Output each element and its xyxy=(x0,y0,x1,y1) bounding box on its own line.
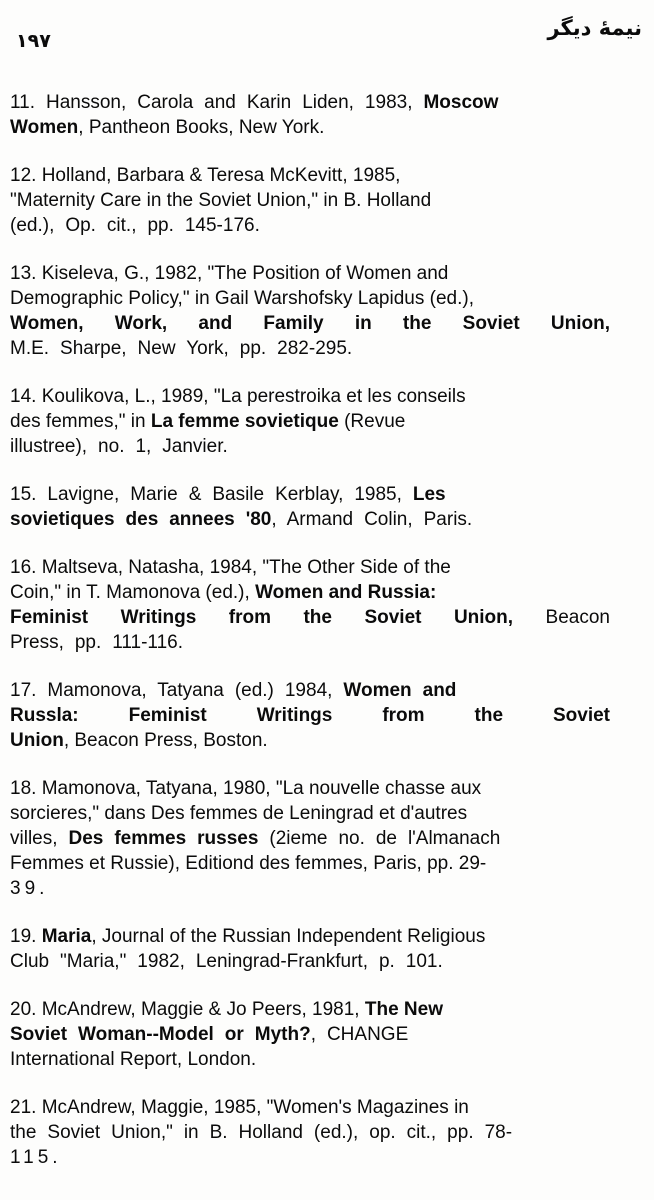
reference-line xyxy=(10,997,610,1022)
reference-line xyxy=(10,555,610,580)
reference-line xyxy=(10,1120,610,1145)
reference-entry xyxy=(10,776,610,901)
reference-line xyxy=(10,336,610,361)
text-segment: 16. Maltseva, Natasha, 1984, "The Other Side of the xyxy=(10,557,451,578)
text-segment: , CHANGE xyxy=(310,1024,409,1045)
reference-line xyxy=(10,728,610,753)
reference-entry xyxy=(10,482,610,532)
text-segment: Coin," in T. Mamonova (ed.), xyxy=(10,582,256,603)
text-segment: 20. McAndrew, Maggie & Jo Peers, 1981, xyxy=(10,999,365,1020)
text-segment: (ed.), Op. cit., pp. 145-176. xyxy=(10,215,260,236)
reference-line xyxy=(10,261,610,286)
text-segment: "Maternity Care in the Soviet Union," in B. Holland xyxy=(10,190,432,211)
text-segment: 19. xyxy=(10,926,42,947)
reference-line xyxy=(10,678,610,703)
reference-entry xyxy=(10,1095,610,1170)
reference-entry xyxy=(10,90,610,140)
text-segment: Demographic Policy," in Gail Warshofsky Lapidus (ed.), xyxy=(10,288,474,309)
reference-entry xyxy=(10,678,610,753)
reference-line xyxy=(10,409,610,434)
text-segment: 115. xyxy=(10,1147,62,1168)
reference-line xyxy=(10,434,610,459)
page-number: ١٩٧ xyxy=(16,30,51,52)
reference-line xyxy=(10,507,610,532)
reference-entry xyxy=(10,555,610,655)
title-bold-segment: sovietiques des annees '80 xyxy=(10,509,272,530)
text-segment: 39. xyxy=(10,878,49,899)
references-list xyxy=(0,50,610,1170)
reference-line xyxy=(10,163,610,188)
reference-line xyxy=(10,115,610,140)
text-segment: Beacon xyxy=(513,607,610,628)
reference-line xyxy=(10,482,610,507)
text-segment: 12. Holland, Barbara & Teresa McKevitt, 1985, xyxy=(10,165,401,186)
text-segment: illustree), no. 1, Janvier. xyxy=(10,436,228,457)
text-segment: Femmes et Russie), Editiond des femmes, Paris, pp. 29- xyxy=(10,853,487,874)
title-bold-segment: Des femmes russes xyxy=(68,828,259,849)
text-segment: des femmes," in xyxy=(10,411,151,432)
reference-line xyxy=(10,630,610,655)
reference-line xyxy=(10,776,610,801)
journal-title-persian: نيمهٔ ديگر xyxy=(547,16,642,40)
title-bold-segment: Union xyxy=(10,730,64,751)
text-segment: the Soviet Union," in B. Holland (ed.), op. cit., pp. 78- xyxy=(10,1122,513,1143)
reference-line xyxy=(10,1022,610,1047)
text-segment: , Beacon Press, Boston. xyxy=(63,730,268,751)
reference-line xyxy=(10,1145,610,1170)
text-segment: Press, pp. 111-116. xyxy=(10,632,183,653)
reference-entry xyxy=(10,261,610,361)
text-segment: International Report, London. xyxy=(10,1049,257,1070)
reference-entry xyxy=(10,163,610,238)
reference-line xyxy=(10,580,610,605)
reference-line xyxy=(10,1047,610,1072)
reference-line xyxy=(10,213,610,238)
title-bold-segment: Feminist Writings from the Soviet Union, xyxy=(10,607,514,628)
reference-line xyxy=(10,924,610,949)
text-segment: 17. Mamonova, Tatyana (ed.) 1984, xyxy=(10,680,344,701)
reference-line xyxy=(10,851,610,876)
title-bold-segment: Women and Russia: xyxy=(255,582,437,603)
page-header xyxy=(0,0,654,50)
reference-entry xyxy=(10,384,610,459)
text-segment: 13. Kiseleva, G., 1982, "The Position of Women and xyxy=(10,263,449,284)
text-segment: sorcieres," dans Des femmes de Leningrad et d'autres xyxy=(10,803,468,824)
text-segment: M.E. Sharpe, New York, pp. 282-295. xyxy=(10,338,353,359)
reference-line xyxy=(10,286,610,311)
title-bold-segment: Russla: Feminist Writings from the Soviet xyxy=(10,705,610,726)
reference-line xyxy=(10,90,610,115)
title-bold-segment: The New xyxy=(364,999,443,1020)
reference-line xyxy=(10,876,610,901)
text-segment: Club "Maria," 1982, Leningrad-Frankfurt, p. 101. xyxy=(10,951,443,972)
title-bold-segment: Women and xyxy=(343,680,457,701)
title-bold-segment: Les xyxy=(412,484,446,505)
reference-line xyxy=(10,703,610,728)
text-segment: (Revue xyxy=(338,411,406,432)
reference-line xyxy=(10,949,610,974)
title-bold-segment: Women xyxy=(10,117,79,138)
reference-line xyxy=(10,311,610,336)
title-bold-segment: La femme sovietique xyxy=(150,411,339,432)
text-segment: , Pantheon Books, New York. xyxy=(78,117,325,138)
title-bold-segment: Moscow xyxy=(423,92,499,113)
reference-line xyxy=(10,1095,610,1120)
text-segment: 21. McAndrew, Maggie, 1985, "Women's Magazines in xyxy=(10,1097,469,1118)
text-segment: 15. Lavigne, Marie & Basile Kerblay, 1985, xyxy=(10,484,413,505)
title-bold-segment: Women, Work, and Family in the Soviet Union, xyxy=(10,313,610,334)
text-segment: 11. Hansson, Carola and Karin Liden, 1983, xyxy=(10,92,424,113)
text-segment: , Journal of the Russian Independent Religious xyxy=(91,926,486,947)
text-segment: villes, xyxy=(10,828,69,849)
text-segment: 14. Koulikova, L., 1989, "La perestroika et les conseils xyxy=(10,386,466,407)
reference-line xyxy=(10,826,610,851)
text-segment: (2ieme no. de l'Almanach xyxy=(258,828,501,849)
text-segment: , Armand Colin, Paris. xyxy=(271,509,473,530)
title-bold-segment: Soviet Woman--Model or Myth? xyxy=(10,1024,311,1045)
reference-line xyxy=(10,384,610,409)
reference-line xyxy=(10,801,610,826)
reference-entry xyxy=(10,924,610,974)
text-segment: 18. Mamonova, Tatyana, 1980, "La nouvelle chasse aux xyxy=(10,778,482,799)
title-bold-segment: Maria xyxy=(41,926,92,947)
reference-line xyxy=(10,605,610,630)
reference-line xyxy=(10,188,610,213)
reference-entry xyxy=(10,997,610,1072)
